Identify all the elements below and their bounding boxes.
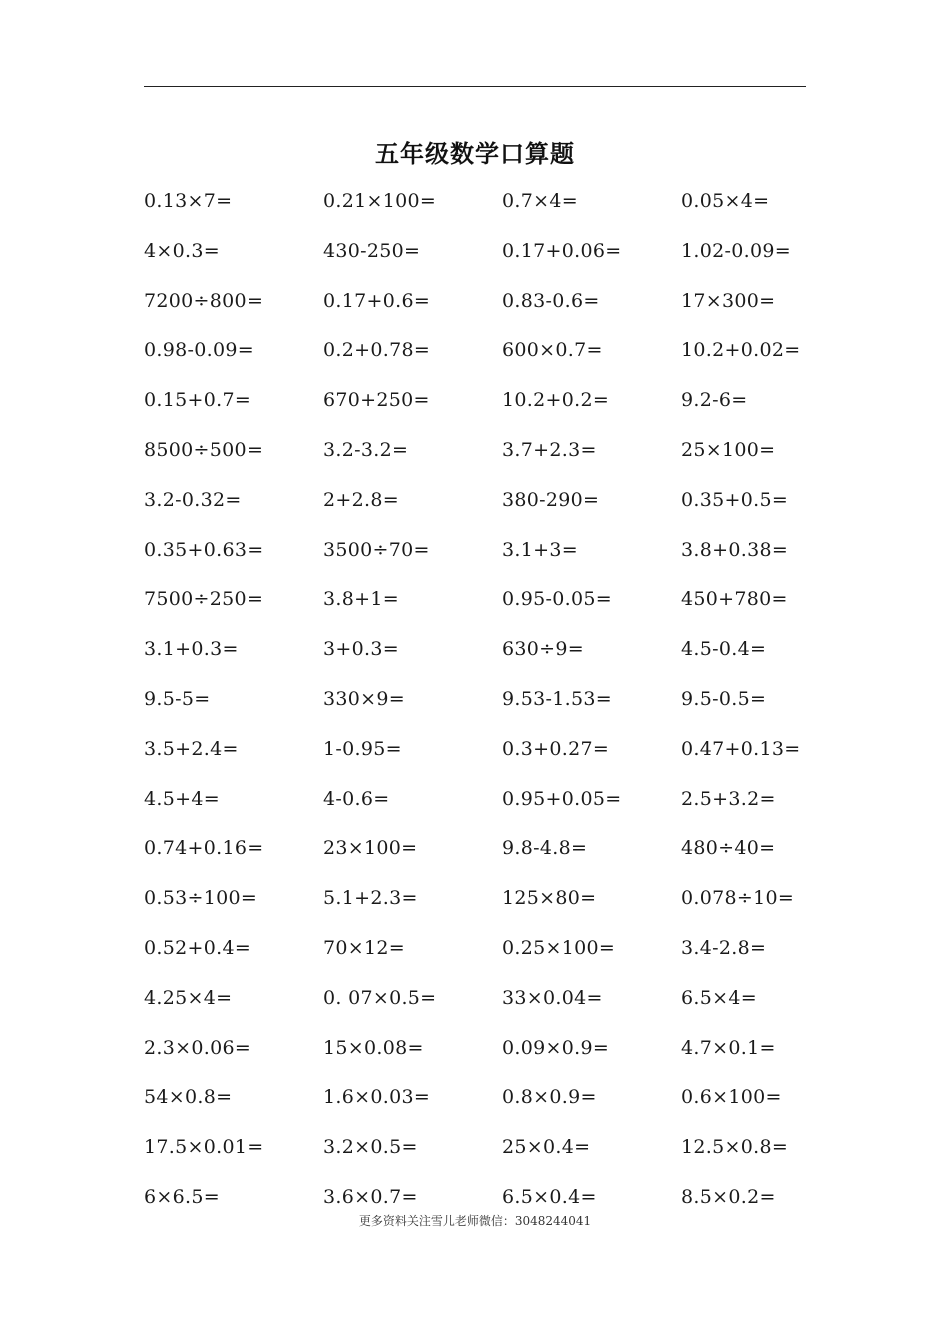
footer-note: 更多资料关注雪儿老师微信：3048244041 [358,1214,592,1228]
problem-item: 0.05×4= [681,190,770,212]
problem-item: 0.078÷10= [681,887,795,910]
problem-item: 3.2-0.32= [144,488,242,511]
problem-item: 3.5+2.4= [144,737,239,760]
problem-item: 10.2+0.2= [502,389,610,412]
problem-item: 4.25×4= [144,986,233,1009]
problem-item: 330×9= [323,687,405,710]
problem-item: 0.13×7= [144,190,233,212]
problem-item: 125×80= [502,887,597,910]
problem-item: 630÷9= [502,638,584,661]
problem-item: 12.5×0.8= [681,1136,789,1159]
problem-item: 6.5×4= [681,986,757,1009]
problem-item: 0.7×4= [502,190,578,212]
problem-item: 3.7+2.3= [502,438,597,461]
problem-item: 2.5+3.2= [681,787,776,810]
problem-item: 70×12= [323,936,405,959]
problem-item: 0.8×0.9= [502,1086,597,1109]
problem-item: 0.09×0.9= [502,1036,610,1059]
problem-item: 1.6×0.03= [323,1086,431,1109]
problem-item: 600×0.7= [502,339,603,362]
problem-item: 0.3+0.27= [502,737,610,760]
problem-item: 6.5×0.4= [502,1185,597,1208]
page-title: 五年级数学口算题 [375,139,575,168]
problem-item: 0.35+0.5= [681,488,789,511]
problem-item: 9.53-1.53= [502,687,612,710]
problem-item: 0.47+0.13= [681,737,801,760]
header-rule [144,86,806,87]
problem-item: 3.8+0.38= [681,538,789,561]
problem-item: 9.8-4.8= [502,837,588,860]
problem-item: 0.6×100= [681,1086,782,1109]
problem-item: 2+2.8= [323,488,399,511]
problem-item: 54×0.8= [144,1086,233,1109]
problem-item: 3+0.3= [323,638,399,661]
problem-item: 480÷40= [681,837,776,860]
problem-item: 17×300= [681,289,776,312]
problem-item: 9.5-0.5= [681,687,767,710]
problem-item: 3.1+0.3= [144,638,239,661]
problem-item: 17.5×0.01= [144,1136,264,1159]
problem-item: 6×6.5= [144,1185,220,1208]
problem-item: 3.4-2.8= [681,936,767,959]
problem-item: 670+250= [323,389,430,412]
problem-item: 450+780= [681,588,788,611]
problem-item: 430-250= [323,239,421,262]
problem-item: 1-0.95= [323,737,402,760]
problem-item: 9.5-5= [144,687,211,710]
problem-item: 4.5+4= [144,787,220,810]
problem-grid [144,187,864,1233]
problem-item: 23×100= [323,837,418,860]
problem-item: 4.7×0.1= [681,1036,776,1059]
problem-item: 10.2+0.02= [681,339,801,362]
problem-item: 7500÷250= [144,588,264,611]
problem-item: 8500÷500= [144,438,264,461]
problem-item: 4.5-0.4= [681,638,767,661]
problem-item: 33×0.04= [502,986,603,1009]
problem-item: 15×0.08= [323,1036,424,1059]
problem-item: 0. 07×0.5= [323,986,437,1009]
problem-item: 8.5×0.2= [681,1185,776,1208]
problem-item: 3.6×0.7= [323,1185,418,1208]
problem-item: 0.95-0.05= [502,588,612,611]
problem-item: 4×0.3= [144,239,220,262]
problem-item: 3.1+3= [502,538,578,561]
problem-item: 1.02-0.09= [681,239,791,262]
problem-item: 2.3×0.06= [144,1036,252,1059]
problem-item: 0.2+0.78= [323,339,431,362]
problem-item: 0.17+0.06= [502,239,622,262]
problem-item: 0.21×100= [323,190,437,212]
problem-item: 5.1+2.3= [323,887,418,910]
problem-item: 0.52+0.4= [144,936,252,959]
problem-item: 0.98-0.09= [144,339,254,362]
problem-item: 0.35+0.63= [144,538,264,561]
problem-item: 0.74+0.16= [144,837,264,860]
problem-item: 9.2-6= [681,389,748,412]
problem-item: 0.53÷100= [144,887,258,910]
problem-item: 380-290= [502,488,600,511]
problem-item: 25×100= [681,438,776,461]
problem-item: 4-0.6= [323,787,390,810]
problem-item: 3500÷70= [323,538,430,561]
problem-item: 0.95+0.05= [502,787,622,810]
problem-item: 3.2×0.5= [323,1136,418,1159]
problem-item: 3.8+1= [323,588,399,611]
problem-item: 0.17+0.6= [323,289,431,312]
problem-item: 0.15+0.7= [144,389,252,412]
problem-item: 0.83-0.6= [502,289,600,312]
problem-item: 3.2-3.2= [323,438,409,461]
problem-item: 0.25×100= [502,936,616,959]
problem-item: 7200÷800= [144,289,264,312]
problem-item: 25×0.4= [502,1136,591,1159]
